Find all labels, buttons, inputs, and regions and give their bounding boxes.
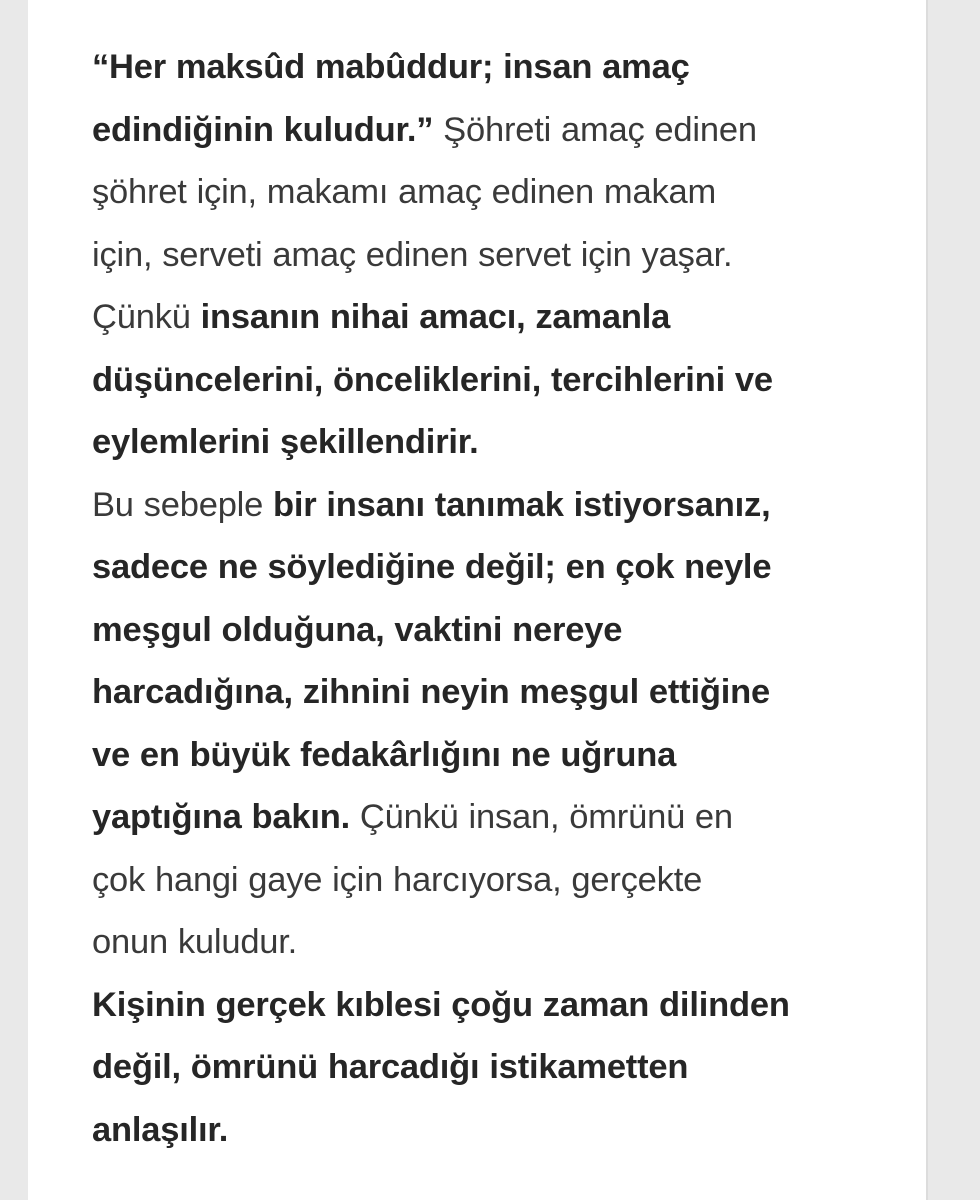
- text-line-4: [92, 224, 882, 287]
- regular-text: şöhret için, makamı amaç edinen makam: [92, 173, 717, 211]
- bold-text: yaptığına bakın.: [92, 798, 351, 836]
- text-line-3: [92, 161, 882, 224]
- text-line-18: [92, 1099, 882, 1162]
- bold-text: değil, ömrünü harcadığı istikametten: [92, 1048, 689, 1086]
- regular-text: Bu sebeple: [92, 485, 274, 524]
- bold-text: harcadığına, zihnini neyin meşgul ettiğine: [92, 673, 770, 711]
- bold-text: ve en büyük fedakârlığını ne uğruna: [92, 735, 677, 774]
- text-line-13: [92, 786, 882, 849]
- bold-text: anlaşılır.: [92, 1110, 229, 1149]
- bold-text: Kişinin gerçek kıblesi çoğu zaman dilinden: [92, 985, 790, 1024]
- bold-text: edindiğinin kuludur.”: [92, 110, 434, 149]
- text-line-17: [92, 1036, 882, 1099]
- bold-text: “Her maksûd mabûddur; insan amaç: [92, 48, 690, 86]
- text-line-11: [92, 661, 882, 724]
- text-line-1: [92, 36, 882, 99]
- regular-text: için, serveti amaç edinen servet için yaşar.: [92, 235, 733, 274]
- text-line-6: [92, 349, 882, 412]
- text-line-5: [92, 286, 882, 349]
- bold-text: düşüncelerini, önceliklerini, tercihlerini ve: [92, 360, 773, 399]
- text-line-2: [92, 99, 882, 162]
- quote-text-block: [92, 36, 882, 1161]
- text-line-14: [92, 849, 882, 912]
- bold-text: bir insanı tanımak istiyorsanız,: [273, 485, 771, 524]
- regular-text: Çünkü insan, ömrünü en: [350, 798, 733, 836]
- regular-text: onun kuludur.: [92, 923, 298, 961]
- text-line-8: [92, 474, 882, 537]
- text-line-9: [92, 536, 882, 599]
- text-line-10: [92, 599, 882, 662]
- bold-text: insanın nihai amacı, zamanla: [200, 298, 671, 336]
- regular-text: Şöhreti amaç edinen: [433, 110, 757, 149]
- bold-text: eylemlerini şekillendirir.: [92, 423, 479, 461]
- regular-text: Çünkü: [92, 298, 201, 336]
- bold-text: meşgul olduğuna, vaktini nereye: [92, 610, 623, 649]
- text-line-12: [92, 724, 882, 787]
- text-line-7: [92, 411, 882, 474]
- regular-text: çok hangi gaye için harcıyorsa, gerçekte: [92, 860, 703, 899]
- page-right-edge: [926, 0, 928, 1200]
- text-line-15: [92, 911, 882, 974]
- text-line-16: [92, 974, 882, 1037]
- bold-text: sadece ne söylediğine değil; en çok neyle: [92, 548, 772, 586]
